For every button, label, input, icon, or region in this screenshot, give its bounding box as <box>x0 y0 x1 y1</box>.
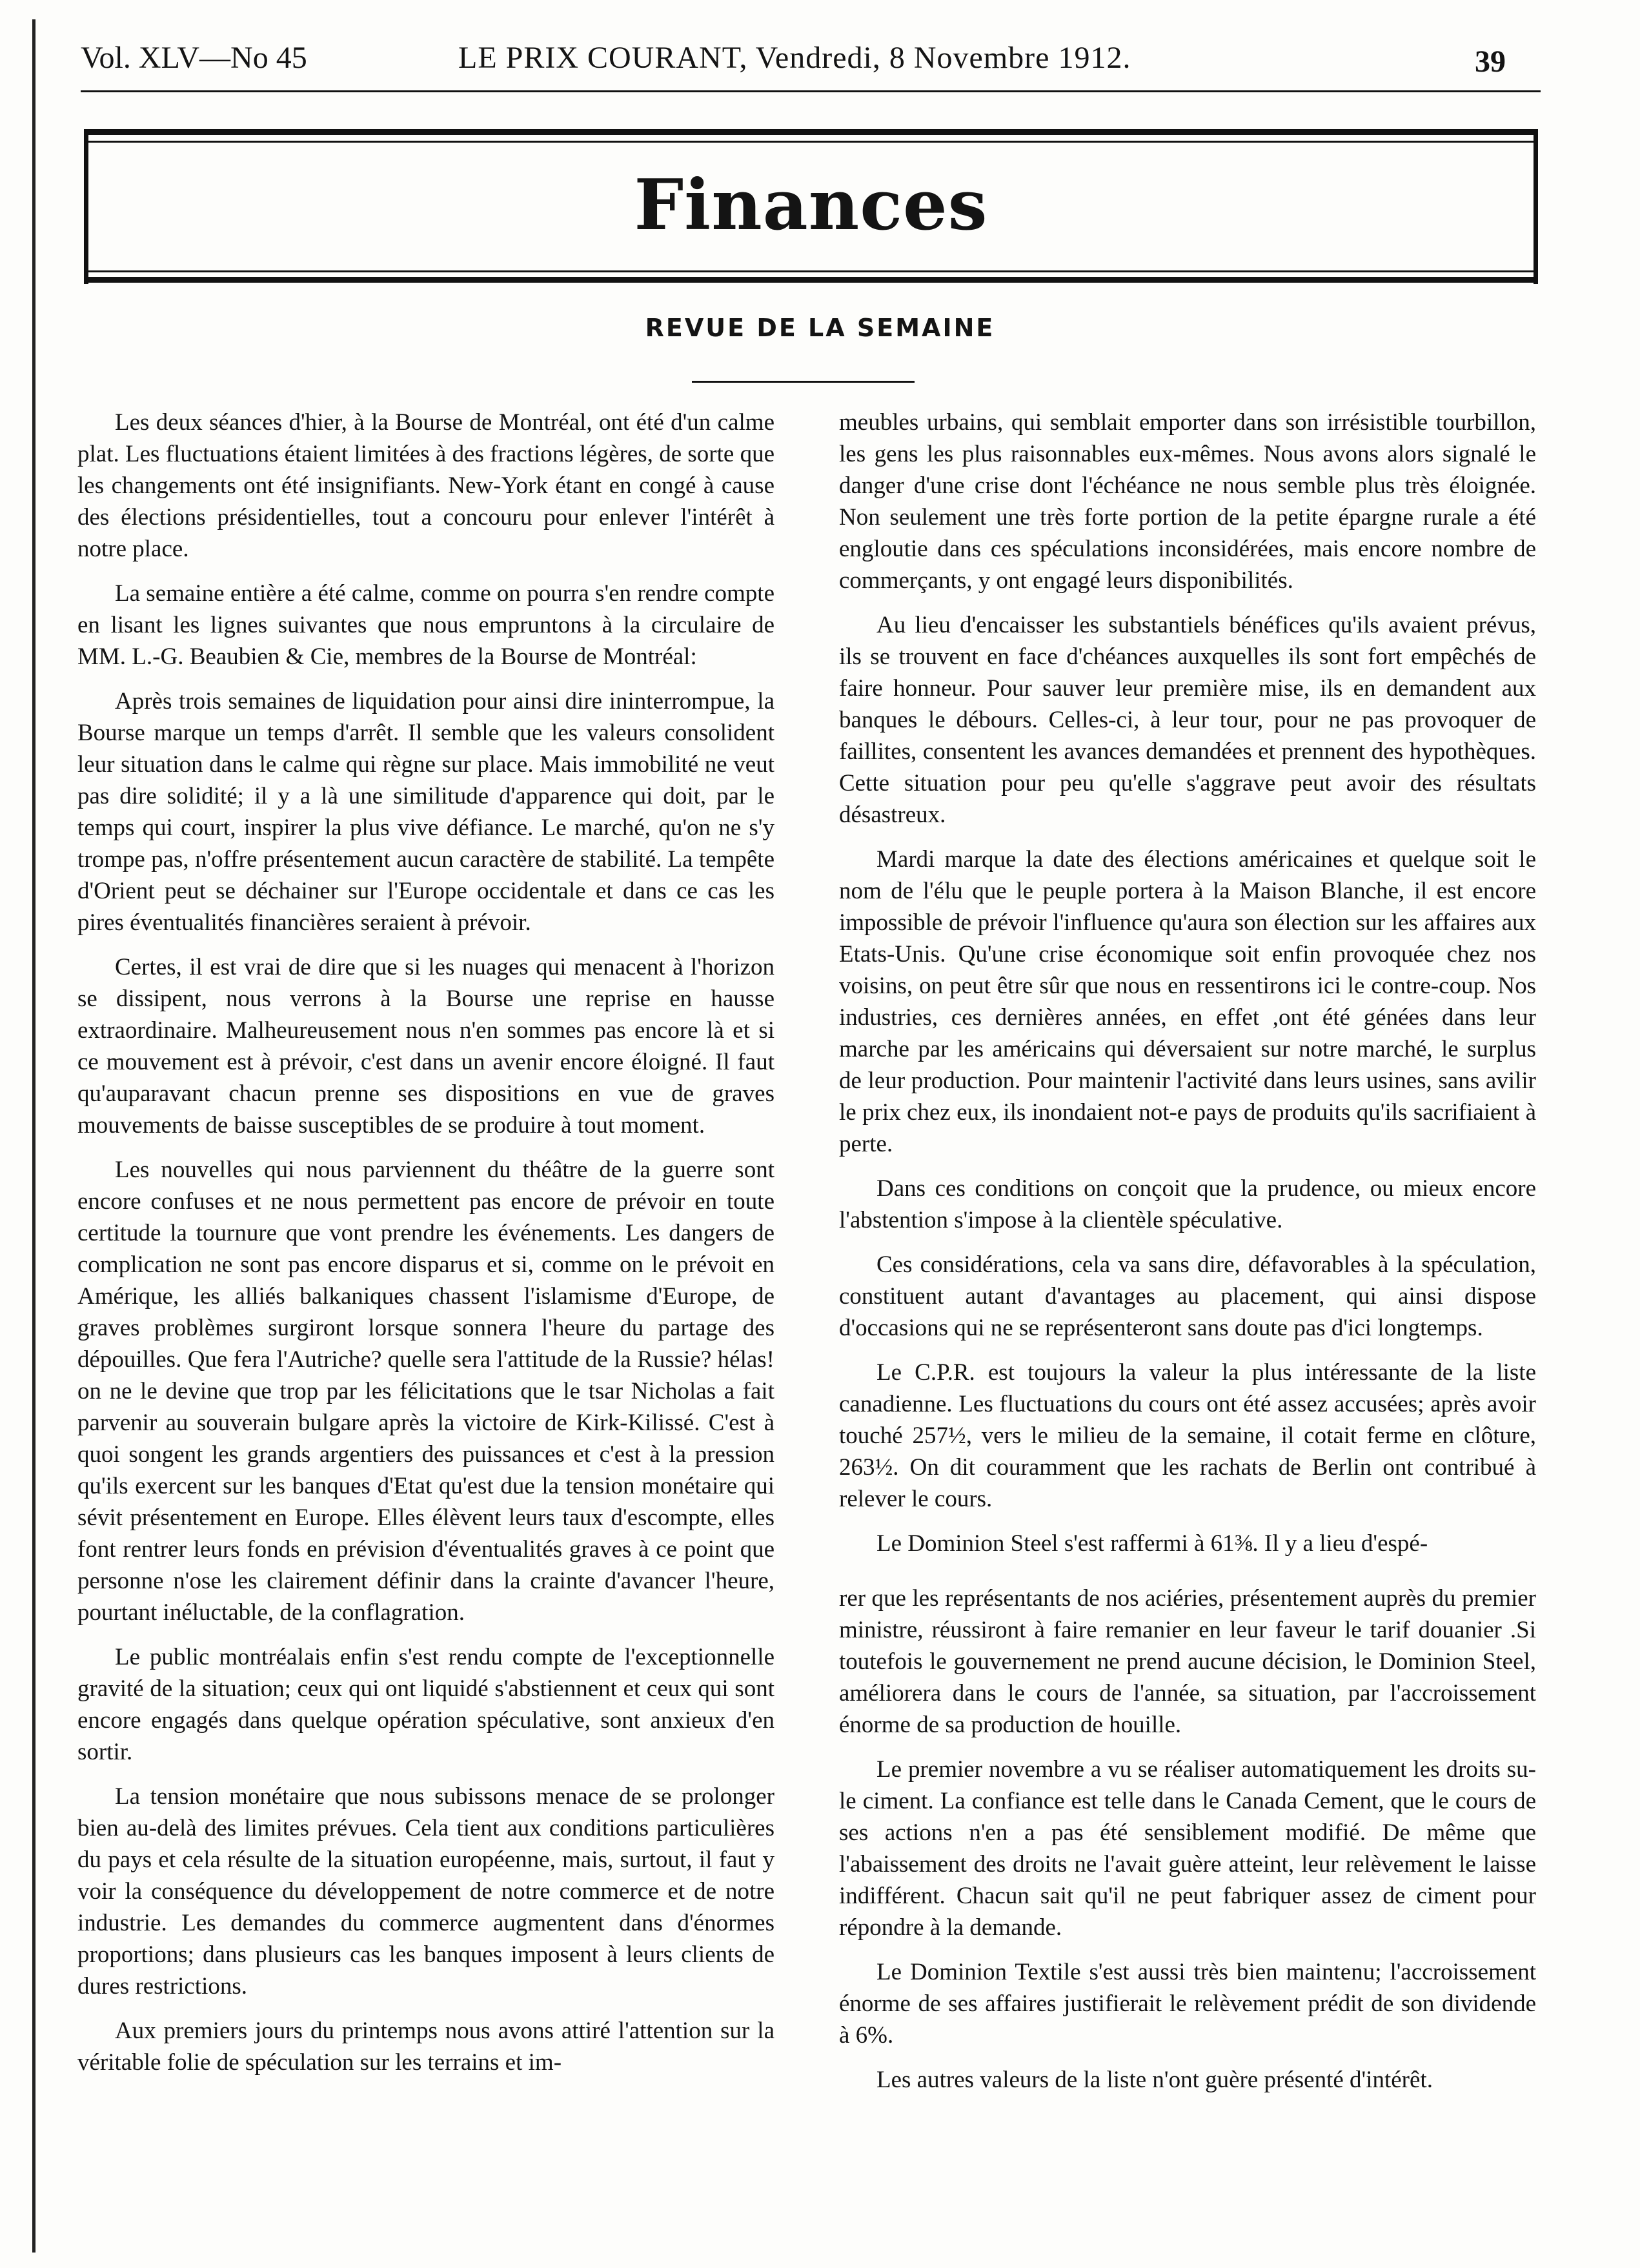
header-rule <box>81 90 1541 92</box>
paragraph: Les autres valeurs de la liste n'ont guère présenté d'intérêt. <box>876 2067 1433 2093</box>
paragraph: Le public montréalais enfin s'est rendu compte de l'exceptionnelle gravité de la situation; ceux qui ont liquidé s'abstiennent et ceux qui sont encore engagés dans quelque opération spéculative, sont anxieux d'en sortir. <box>77 1644 774 1765</box>
page-binding-edge <box>32 19 35 2253</box>
paragraph: Le Dominion Steel s'est raffermi à 61⅜. Il y a lieu d'espé- <box>876 1530 1428 1557</box>
paragraph: Les nouvelles qui nous parviennent du théâtre de la guerre sont encore confuses et ne nous permettent pas encore de prévoir en toute certitude la tournure que vont prendre les événements. Les dangers de complication ne sont pas encore disparus et si, comme on le prévoit en Amérique, les alliés balkaniques chassent l'islamisme d'Europe, de graves problèmes surgiront lorsque sonnera l'heure du partage des dépouilles. Que fera l'Autriche? quelle sera l'attitude de la Russie? hélas! on ne le devine que trop par les félicitations que le tsar Nicholas a fait parvenir au souverain bulgare après la victoire de Kirk-Kilissé. C'est à quoi songent les grands argentiers des puissances et c'est à la pression qu'ils exercent sur les banques d'Etat qu'est due la tension monétaire qui sévit présentement en Europe. Elles élèvent leurs taux d'escompte, elles font rentrer leurs fonds en prévision d'éventualités graves à ce point que personne n'ose les clairement définir dans la crainte d'avancer l'heure, pourtant inéluctable, de la conflagration. <box>77 1157 774 1626</box>
paragraph: La tension monétaire que nous subissons menace de se prolonger bien au-delà des limites prévues. Cela tient aux conditions particulières du pays et cela résulte de la situation européenne, mais, surtout, il faut y voir la conséquence du développement de notre commerce et de notre industrie. Les demandes du commerce augmentent dans d'énormes proportions; dans plusieurs cas les banques imposent à leurs clients de dures restrictions. <box>77 1783 774 2000</box>
paragraph: Le premier novembre a vu se réaliser automatiquement les droits su- le ciment. La confiance est telle dans le Canada Cement, que le cours de ses actions n'en a pas été sensiblement modifié. De même que l'abaissement des droits ne l'avait guère atteint, leur relèvement le laisse indifférent. Chacun sait qu'il ne peut fabriquer assez de ciment pour répondre à la demande. <box>839 1756 1536 1941</box>
paragraph: Au lieu d'encaisser les substantiels bénéfices qu'ils avaient prévus, ils se trouvent en face d'chéances auxquelles ils sont fort empêchés de faire honneur. Pour sauver leur première mise, ils en demandent aux banques le débours. Celles-ci, à leur tour, pour ne pas provoquer de faillites, consentent les avances demandées et prennent des hypothèques. Cette situation pour peu qu'elle s'aggrave peut avoir des résultats désastreux. <box>839 612 1536 828</box>
paragraph: La semaine entière a été calme, comme on pourra s'en rendre compte en lisant les lignes suivantes que nous empruntons à la circulaire de MM. L.-G. Beaubien & Cie, membres de la Bourse de Montréal: <box>77 580 774 670</box>
page-number: 39 <box>1475 45 1506 79</box>
paragraph: meubles urbains, qui semblait emporter dans son irrésistible tourbillon, les gens les plus raisonnables eux-mêmes. Nous avons alors signalé le danger d'une crise dont l'échéance ne nous semble plus très éloignée. Non seulement une très forte portion de la petite épargne rurale a été engloutie dans ces spéculations inconsidérées, mais encore nombre de commerçants, y ont engagé leurs disponibilités. <box>839 409 1536 594</box>
paragraph: Certes, il est vrai de dire que si les nuages qui menacent à l'horizon se dissipent, nous verrons à la Bourse une reprise en hausse extraordinaire. Malheureusement nous n'en sommes pas encore là et si ce mouvement est à prévoir, c'est dans un avenir encore éloigné. Il faut qu'auparavant chacun prenne ses dispositions en vue de graves mouvements de baisse susceptibles de se produire à tout moment. <box>77 954 774 1139</box>
journal-title-date: LE PRIX COURANT, Vendredi, 8 Novembre 1912. <box>458 41 1131 75</box>
paragraph: Le C.P.R. est toujours la valeur la plus intéressante de la liste canadienne. Les fluctuations du cours ont été assez accusées; après avoir touché 257½, vers le milieu de la semaine, il cotait ferme en clôture, 263½. On dit couramment que les rachats de Berlin ont contribué à relever le cours. <box>839 1359 1536 1512</box>
volume-number: Vol. XLV—No 45 <box>81 41 307 75</box>
paragraph: Le Dominion Textile s'est aussi très bien maintenu; l'accroissement énorme de ses affaires justifierait le relèvement prédit de son dividende à 6%. <box>839 1959 1536 2049</box>
banner-rule-bottom-thin <box>84 270 1538 272</box>
banner-rule-top-thick <box>84 129 1538 135</box>
running-header <box>0 40 1640 81</box>
section-title: Finances <box>634 165 988 246</box>
banner-rule-bottom-thick <box>84 277 1538 283</box>
paragraph: Dans ces conditions on conçoit que la prudence, ou mieux encore l'abstention s'impose à la clientèle spéculative. <box>839 1175 1536 1233</box>
paragraph: Après trois semaines de liquidation pour ainsi dire ininterrompue, la Bourse marque un temps d'arrêt. Il semble que les valeurs consolident leur situation dans le calme qui règne sur place. Mais immobilité ne veut pas dire solidité; il y a là une similitude d'apparence qui doit, par le temps qui court, inspirer la plus vive défiance. Le marché, qu'on ne s'y trompe pas, n'offre présentement aucun caractère de stabilité. La tempête d'Orient peut se déchainer sur l'Europe occidentale et dans ce cas les pires éventualités financières seraient à prévoir. <box>77 688 774 936</box>
banner-rule-top-thin <box>84 141 1538 143</box>
paragraph: Les deux séances d'hier, à la Bourse de Montréal, ont été d'un calme plat. Les fluctuations étaient limitées à des fractions légères, de sorte que les changements ont été insignifiants. New-York étant en congé à cause des élections présidentielles, tout a concouru pour enlever l'intérêt à notre place. <box>77 409 774 562</box>
paragraph: Aux premiers jours du printemps nous avons attiré l'attention sur la véritable folie de spéculation sur les terrains et im- <box>77 2018 774 2076</box>
left-column <box>77 407 774 2091</box>
paragraph: Ces considérations, cela va sans dire, défavorables à la spéculation, constituent autant d'avantages au placement, qui ainsi dispose d'occasions qui ne se représenteront sans doute pas d'ici longtemps. <box>839 1251 1536 1341</box>
subtitle-rule <box>692 381 915 383</box>
article-subtitle: REVUE DE LA SEMAINE <box>645 314 995 342</box>
right-column <box>839 407 1536 2109</box>
paragraph: Mardi marque la date des élections américaines et quelque soit le nom de l'élu que le peuple portera à la Maison Blanche, il est encore impossible de prévoir l'influence qu'aura son élection sur les affaires aux Etats-Unis. Qu'une crise économique soit enfin provoquée chez nos voisins, on peut être sûr que nous en ressentirons ici le contre-coup. Nos industries, ces dernières années, en effet ,ont été génées dans leur marche par les américains qui déversaient sur notre marché, le surplus de leur production. Pour maintenir l'activité dans leurs usines, sans avilir le prix chez eux, ils inondaient not-e pays de produits qu'ils sacrifiaient à perte. <box>839 846 1536 1157</box>
section-banner <box>84 129 1538 284</box>
paragraph: rer que les représentants de nos aciéries, présentement auprès du premier ministre, réussiront à faire remanier en leur faveur le tarif douanier .Si toutefois le gouvernement ne prend aucune décision, le Dominion Steel, améliorera dans le cours de l'année, sa situation, par l'accroissement énorme de sa production de houille. <box>839 1585 1536 1738</box>
